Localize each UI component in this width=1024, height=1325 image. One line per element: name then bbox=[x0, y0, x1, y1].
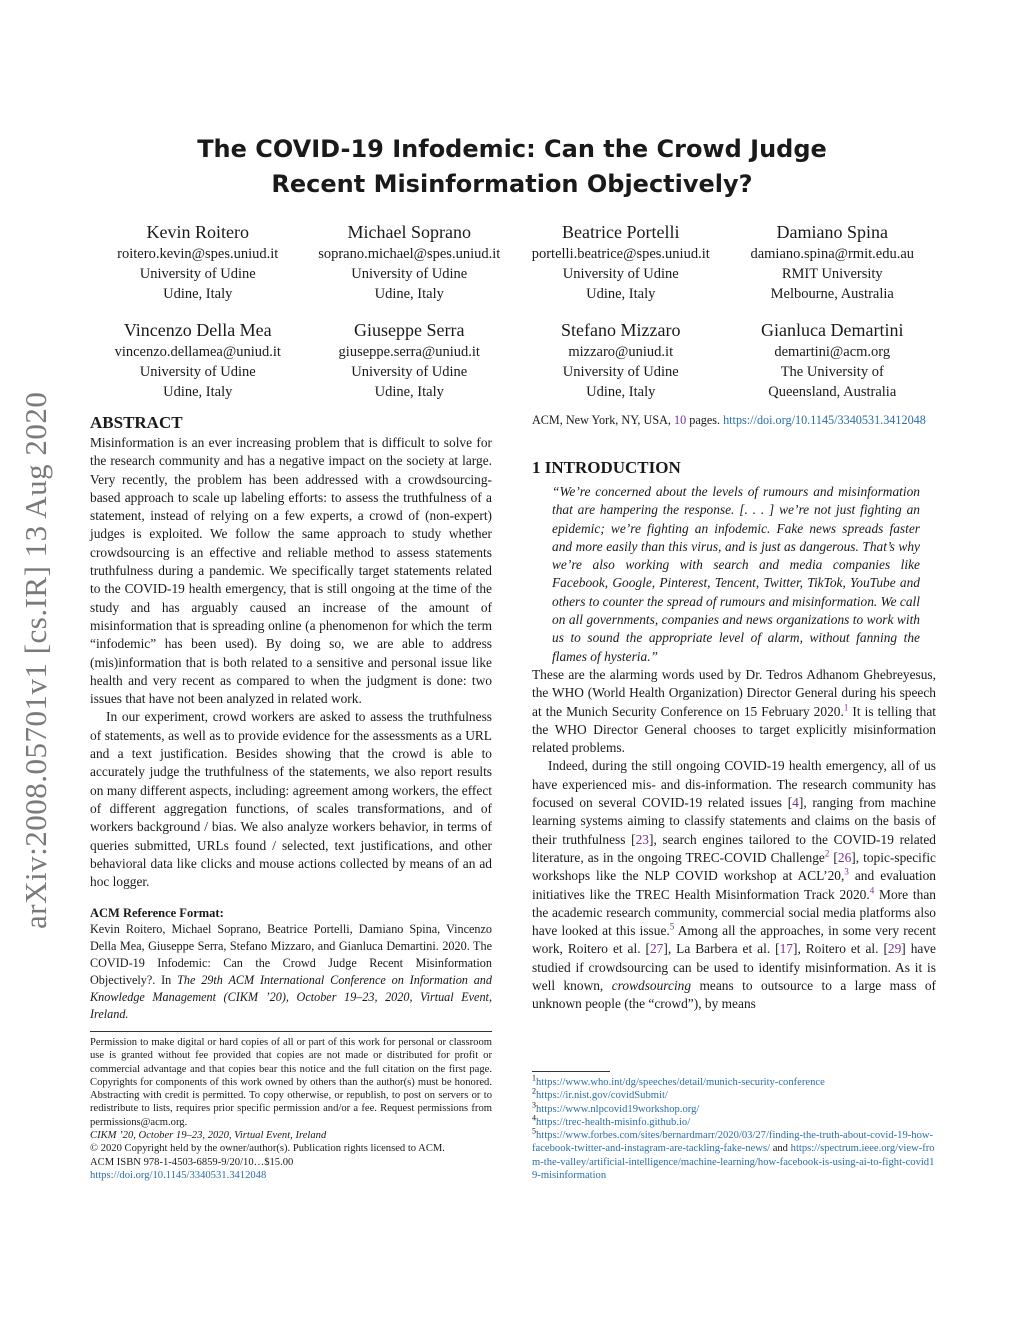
author-email: roitero.kevin@spes.uniud.it bbox=[117, 246, 279, 262]
citation-link[interactable]: 4 bbox=[792, 795, 799, 811]
citation-link[interactable]: 23 bbox=[635, 831, 649, 847]
acm-reference-text bbox=[90, 921, 492, 1023]
author-email: soprano.michael@spes.uniud.it bbox=[318, 246, 501, 262]
title-line-1: The COVID-19 Infodemic: Can the Crowd Judge bbox=[197, 135, 827, 163]
footnote-marker[interactable]: 2 bbox=[824, 848, 830, 859]
footnote-number: 2 bbox=[532, 1086, 536, 1096]
author-email: mizzaro@uniud.it bbox=[568, 344, 674, 360]
author-affiliation: University of Udine bbox=[139, 266, 256, 282]
footnote-link[interactable]: https://ir.nist.gov/covidSubmit/ bbox=[536, 1090, 668, 1102]
introduction-heading: 1 INTRODUCTION bbox=[532, 458, 681, 477]
intro-text: Among all the approaches, in some very recent work, Roitero et al. [ bbox=[532, 923, 936, 957]
intro-text: These are the alarming words used by Dr. Tedros Adhanom Ghebreyesus, the WHO (World Health Organization) Director General during his speech at the Munich Security Conference on 15 February 2020. bbox=[532, 666, 936, 719]
footnote-marker[interactable]: 1 bbox=[843, 702, 849, 713]
author-block bbox=[727, 318, 939, 402]
author-location: Udine, Italy bbox=[374, 286, 444, 302]
footnote-marker[interactable]: 3 bbox=[844, 866, 849, 877]
footnote bbox=[532, 1100, 936, 1116]
reference-doi-link[interactable]: https://doi.org/10.1145/3340531.3412048 bbox=[723, 413, 926, 427]
author-name: Michael Soprano bbox=[347, 222, 471, 242]
permission-copyright: © 2020 Copyright held by the owner/author(s). Publication rights licensed to ACM. bbox=[90, 1143, 445, 1155]
intro-paragraph-2 bbox=[532, 757, 936, 1013]
intro-text: and evaluation initiatives like the TREC Health Misinformation Track 2020. bbox=[532, 868, 936, 902]
author-email: giuseppe.serra@uniud.it bbox=[338, 344, 480, 360]
intro-text: More than the academic research community, commercial social media platforms also have looked at this issue. bbox=[532, 886, 936, 939]
permission-venue bbox=[90, 1129, 492, 1142]
footnote-number: 3 bbox=[532, 1100, 536, 1110]
abstract-paragraph-1: Misinformation is an ever increasing problem that is difficult to solve for the research community and has a negative impact on the society at large. Very recently, the problem has been addressed with a crowdsourcing-based approach to scale up labeling efforts: to assess the truthfulness of a statement, instead of relying on a few experts, a crowd of (non-expert) judges is exploited. We follow the same approach to study whether crowdsourcing is an effective and reliable method to assess statements truthfulness during a pandemic. We specifically target statements related to the COVID-19 health emergency, that is still ongoing at the time of the study and has arguably caused an increase of the amount of misinformation that is spreading online (a phenomenon for which the term “infodemic” has been used). By doing so, we are able to address (mis)information that is both related to a sensitive and personal issue like health and very recent as compared to when the judgment is done: two issues that have not been analyzed in related work. bbox=[90, 435, 492, 707]
intro-paragraph-1 bbox=[532, 666, 936, 757]
author-email: damiano.spina@rmit.edu.au bbox=[750, 246, 915, 262]
citation-link[interactable]: 17 bbox=[779, 941, 793, 957]
permission-venue-text: CIKM ’20, October 19–23, 2020, Virtual Event, Ireland bbox=[90, 1130, 327, 1142]
author-location: Melbourne, Australia bbox=[770, 286, 894, 302]
author-affiliation: University of Udine bbox=[351, 266, 468, 282]
footnote bbox=[532, 1126, 936, 1182]
footnote-number: 4 bbox=[532, 1113, 536, 1123]
footnote-number: 5 bbox=[532, 1126, 536, 1136]
author-affiliation: University of Udine bbox=[562, 266, 679, 282]
author-name: Kevin Roitero bbox=[146, 222, 249, 242]
footnote-rule bbox=[532, 1071, 610, 1072]
acm-reference-continued bbox=[532, 412, 936, 429]
intro-text: means to outsource to a large mass of unknown people (the “crowd”), by means bbox=[532, 978, 936, 1012]
footnote bbox=[532, 1073, 936, 1089]
pages-label: pages. bbox=[686, 413, 724, 427]
footnote-conjunction: and bbox=[772, 1143, 788, 1155]
paper-title bbox=[150, 132, 874, 202]
intro-text: [ bbox=[829, 849, 838, 865]
author-name: Damiano Spina bbox=[776, 222, 888, 242]
permission-text: Permission to make digital or hard copies of all or part of this work for personal or classroom use is granted without fee provided that copies are not made or distributed for profit or commercial advantage and that copies bear this notice and the full citation on the first page. Copyrights for components of this work owned by others than the author(s) must be honored. Abstracting with credit is permitted. To copy otherwise, or republish, to post on servers or to redistribute to lists, requires prior specific permission and/or a fee. Request permissions from permissions@acm.org. bbox=[90, 1037, 492, 1128]
permission-rule bbox=[90, 1031, 492, 1032]
permission-block bbox=[90, 1036, 492, 1182]
permission-doi-link[interactable]: https://doi.org/10.1145/3340531.3412048 bbox=[90, 1169, 267, 1181]
arxiv-identifier: arXiv:2008.05701v1 [cs.IR] 13 Aug 2020 bbox=[18, 391, 53, 929]
citation-link[interactable]: 26 bbox=[837, 849, 852, 865]
author-name: Stefano Mizzaro bbox=[561, 320, 681, 340]
author-row-1 bbox=[92, 220, 938, 304]
author-affiliation: The University of bbox=[780, 364, 884, 380]
author-affiliation: University of Udine bbox=[139, 364, 256, 380]
citation-link[interactable]: 29 bbox=[887, 941, 902, 957]
intro-text: Indeed, during the still ongoing COVID-19 health emergency, all of us have experienced mis- and dis-information. The research community has focused on several COVID-19 related issues [ bbox=[532, 758, 936, 811]
author-block bbox=[727, 220, 939, 304]
footnotes bbox=[532, 1073, 936, 1182]
acm-reference-publisher: ACM, New York, NY, USA, bbox=[532, 413, 674, 427]
intro-text: ], search engines tailored to the COVID-19 related literature, as in the ongoing TREC-COVID Challenge bbox=[532, 831, 936, 865]
footnote bbox=[532, 1113, 936, 1129]
author-block bbox=[304, 220, 516, 304]
author-location: Udine, Italy bbox=[586, 286, 656, 302]
author-location: Udine, Italy bbox=[163, 384, 233, 400]
author-name: Giuseppe Serra bbox=[354, 320, 465, 340]
footnote-link[interactable]: https://spectrum.ieee.org/view-from-the-valley/artificial-intelligence/machine-learning/how-facebook-is-using-ai-to-fight-covid19-misinformation bbox=[532, 1143, 935, 1182]
footnote-link[interactable]: https://trec-health-misinfo.github.io/ bbox=[536, 1116, 691, 1128]
who-quote: “We’re concerned about the levels of rumours and misinformation that are hampering the response. [. . . ] we’re not just fighting an epidemic; we’re fighting an infodemic. Fake news spreads faster and more easily than this virus, and is just as dangerous. That’s why we’re also working with search and media companies like Facebook, Google, Pinterest, Tencent, Twitter, TikTok, YouTube and others to counter the spread of rumours and misinformation. We call on all governments, companies and news organizations to work with us to sound the appropriate level of alarm, without fanning the flames of hysteria.” bbox=[552, 484, 920, 664]
footnote-marker[interactable]: 4 bbox=[869, 885, 875, 896]
acm-reference-venue: The 29th ACM International Conference on Information and Knowledge Management (CIKM ’20), October 19–23, 2020, Virtual Event, Ireland. bbox=[90, 973, 492, 1022]
author-email: portelli.beatrice@spes.uniud.it bbox=[531, 246, 710, 262]
author-location: Udine, Italy bbox=[586, 384, 656, 400]
title-line-2: Recent Misinformation Objectively? bbox=[271, 170, 753, 198]
author-name: Vincenzo Della Mea bbox=[123, 320, 272, 340]
left-column bbox=[90, 412, 492, 1023]
author-name: Beatrice Portelli bbox=[562, 222, 680, 242]
footnote-link[interactable]: https://www.nlpcovid19workshop.org/ bbox=[536, 1103, 700, 1115]
permission-isbn: ACM ISBN 978-1-4503-6859-9/20/10…$15.00 bbox=[90, 1156, 294, 1168]
intro-text: ], topic-specific workshops like the NLP COVID workshop at ACL’20, bbox=[532, 849, 936, 884]
intro-text: ], ranging from machine learning systems aiming to classify statements and claims on the basis of their truthfulness [ bbox=[532, 795, 936, 847]
emphasis-term: crowdsourcing bbox=[611, 978, 692, 994]
right-column bbox=[532, 412, 936, 1014]
author-location: Udine, Italy bbox=[163, 286, 233, 302]
footnote-number: 1 bbox=[532, 1073, 536, 1083]
acm-reference-authors: Kevin Roitero, Michael Soprano, Beatrice Portelli, Damiano Spina, Vincenzo Della Mea, Giuseppe Serra, Stefano Mizzaro, and Gianluca Demartini. 2020. The COVID-19 Infodemic: Can the Crowd Judge Recent Misinformation Objectively?. In bbox=[90, 922, 492, 988]
author-block bbox=[92, 318, 304, 402]
page-count: 10 bbox=[674, 413, 687, 427]
author-block bbox=[515, 318, 727, 402]
author-location: Queensland, Australia bbox=[768, 384, 897, 400]
author-location: Udine, Italy bbox=[374, 384, 444, 400]
intro-text: ], La Barbera et al. [ bbox=[663, 941, 780, 957]
footnote-link[interactable]: https://www.who.int/dg/speeches/detail/munich-security-conference bbox=[536, 1077, 825, 1088]
author-block bbox=[304, 318, 516, 402]
abstract-heading: ABSTRACT bbox=[90, 413, 183, 432]
intro-text: ] have studied if crowdsourcing can be used to identify misinformation. As it is well known, bbox=[532, 941, 936, 994]
author-affiliation: University of Udine bbox=[351, 364, 468, 380]
author-email: vincenzo.dellamea@uniud.it bbox=[114, 344, 281, 360]
intro-text: ], Roitero et al. [ bbox=[792, 941, 888, 957]
citation-link[interactable]: 27 bbox=[649, 941, 664, 957]
author-row-2 bbox=[92, 318, 938, 402]
acm-reference-heading: ACM Reference Format: bbox=[90, 906, 224, 921]
author-affiliation: University of Udine bbox=[562, 364, 679, 380]
footnote-marker[interactable]: 5 bbox=[669, 921, 675, 932]
footnote bbox=[532, 1086, 936, 1102]
abstract-paragraph-2: In our experiment, crowd workers are asked to assess the truthfulness of statements, as well as to provide evidence for the assessments as a URL and a text justification. Besides showing that the crowd is able to accurately judge the truthfulness of the statements, we also report results on many different aspects, including: agreement among workers, the effect of different aggregation functions, of scales transformations, and of workers background / bias. We also analyze workers behavior, in terms of queries submitted, URLs found / selected, text justifications, and other behavioral data like clicks and mouse actions collected by means of an ad hoc logger. bbox=[90, 709, 492, 890]
author-email: demartini@acm.org bbox=[774, 344, 891, 360]
author-name: Gianluca Demartini bbox=[761, 320, 904, 340]
intro-text: It is telling that the WHO Director General chooses to target explicitly misinformation related problems. bbox=[532, 703, 937, 756]
footnote-link[interactable]: https://www.forbes.com/sites/bernardmarr/2020/03/27/finding-the-truth-about-covid-19-how-facebook-twitter-and-instagram-are-tackling-fake-news/ bbox=[532, 1130, 934, 1155]
author-block bbox=[92, 220, 304, 304]
author-block bbox=[515, 220, 727, 304]
author-affiliation: RMIT University bbox=[781, 266, 883, 282]
